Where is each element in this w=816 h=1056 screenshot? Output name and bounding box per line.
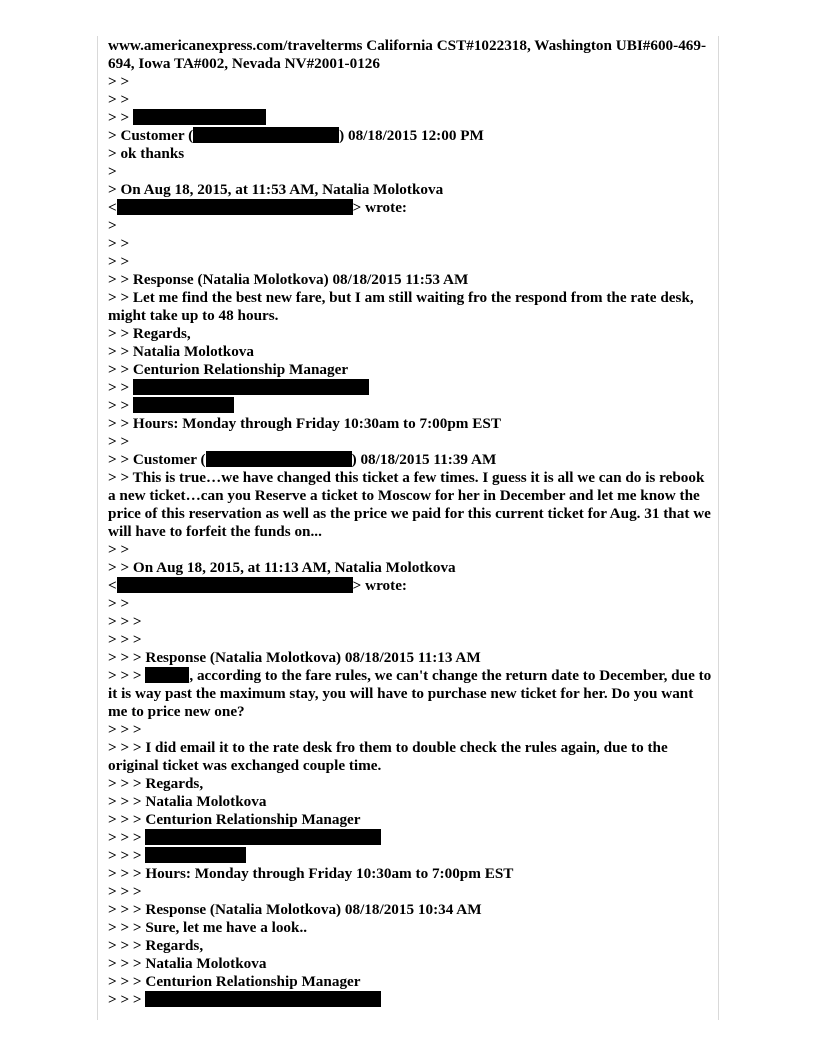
quote-marker: > > bbox=[108, 397, 133, 414]
message-line bbox=[108, 919, 714, 937]
redaction-block bbox=[193, 127, 339, 143]
signature-line bbox=[108, 775, 714, 793]
customer-label: > Customer ( bbox=[108, 127, 194, 144]
quote-marker: > > bbox=[108, 379, 133, 396]
redaction-block bbox=[145, 829, 381, 845]
customer-header-line bbox=[108, 127, 714, 145]
response-header-text: > > Response (Natalia Molotkova) 08/18/2015 11:53 AM bbox=[108, 271, 469, 288]
quote-line bbox=[108, 235, 714, 253]
signature-line bbox=[108, 811, 714, 829]
quote-marker: > > > bbox=[108, 667, 146, 684]
terms-text: www.americanexpress.com/travelterms California CST#1022318, Washington UBI#600-469-694, Iowa TA#002, Nevada NV#2001-0126 bbox=[108, 37, 707, 72]
signature-text: > > Centurion Relationship Manager bbox=[108, 361, 349, 378]
message-text: > > Let me find the best new fare, but I am still waiting fro the respond from the rate desk, might take up to 48 hours. bbox=[108, 289, 698, 324]
quote-marker: > > > bbox=[108, 631, 142, 648]
hours-line bbox=[108, 865, 714, 883]
quote-marker: > > bbox=[108, 109, 133, 126]
email-address-line bbox=[108, 577, 714, 595]
bracket-open: < bbox=[108, 199, 117, 216]
signature-line bbox=[108, 325, 714, 343]
quote-line bbox=[108, 883, 714, 901]
wrote-text: > wrote: bbox=[352, 577, 407, 594]
reply-header-line bbox=[108, 181, 714, 199]
signature-line bbox=[108, 361, 714, 379]
quote-marker: > > bbox=[108, 595, 130, 612]
message-line bbox=[108, 145, 714, 163]
quote-marker: > > > bbox=[108, 721, 142, 738]
reply-header-text: > On Aug 18, 2015, at 11:53 AM, Natalia Molotkova bbox=[108, 181, 444, 198]
customer-header-line bbox=[108, 451, 714, 469]
response-header-line bbox=[108, 901, 714, 919]
signature-text: > > > Natalia Molotkova bbox=[108, 955, 267, 972]
signature-line bbox=[108, 973, 714, 991]
signature-text: > > > Natalia Molotkova bbox=[108, 793, 267, 810]
quote-marker: > > > bbox=[108, 613, 142, 630]
quote-marker: > > > bbox=[108, 991, 146, 1008]
signature-line bbox=[108, 847, 714, 865]
signature-line bbox=[108, 955, 714, 973]
redaction-block bbox=[145, 991, 381, 1007]
quote-marker: > bbox=[108, 163, 117, 180]
customer-timestamp: ) 08/18/2015 11:39 AM bbox=[351, 451, 497, 468]
quote-marker: > bbox=[108, 217, 117, 234]
message-text: > > > I did email it to the rate desk fro them to double check the rules again, due to the original ticket was exchanged couple time. bbox=[108, 739, 672, 774]
quote-line bbox=[108, 253, 714, 271]
email-address-line bbox=[108, 199, 714, 217]
response-header-line bbox=[108, 271, 714, 289]
hours-text: > > Hours: Monday through Friday 10:30am to 7:00pm EST bbox=[108, 415, 501, 432]
customer-timestamp: ) 08/18/2015 12:00 PM bbox=[339, 127, 484, 144]
quote-line bbox=[108, 433, 714, 451]
signature-line bbox=[108, 829, 714, 847]
quote-line bbox=[108, 721, 714, 739]
quote-marker: > > > bbox=[108, 829, 146, 846]
signature-text: > > Natalia Molotkova bbox=[108, 343, 254, 360]
quote-marker: > > > bbox=[108, 883, 142, 900]
quote-marker: > > > bbox=[108, 847, 146, 864]
message-text: > > This is true…we have changed this ticket a few times. I guess it is all we can do is rebook a new ticket…can you Reserve a ticket to Moscow for her in December and let me know the price of this reservation as well as the price we paid for this current ticket for Aug. 31 that we will have to forfeit the funds on... bbox=[108, 469, 715, 540]
bracket-open: < bbox=[108, 577, 117, 594]
page-border-right bbox=[718, 36, 719, 1020]
message-line bbox=[108, 469, 714, 541]
header-terms-line bbox=[108, 37, 714, 73]
message-line bbox=[108, 739, 714, 775]
redaction-block bbox=[145, 847, 246, 863]
redaction-block bbox=[133, 397, 234, 413]
customer-label: > > Customer ( bbox=[108, 451, 206, 468]
quote-marker: > > bbox=[108, 73, 130, 90]
redaction-block bbox=[133, 379, 369, 395]
quote-marker: > > bbox=[108, 433, 130, 450]
quote-marker: > > bbox=[108, 235, 130, 252]
signature-line bbox=[108, 991, 714, 1009]
response-header-text: > > > Response (Natalia Molotkova) 08/18/2015 11:13 AM bbox=[108, 649, 481, 666]
quote-line bbox=[108, 595, 714, 613]
quote-line bbox=[108, 613, 714, 631]
response-header-text: > > > Response (Natalia Molotkova) 08/18/2015 10:34 AM bbox=[108, 901, 482, 918]
redaction-block bbox=[145, 667, 189, 683]
redaction-block bbox=[133, 109, 266, 125]
redaction-block bbox=[117, 577, 353, 593]
signature-line bbox=[108, 343, 714, 361]
quote-line bbox=[108, 91, 714, 109]
signature-text: > > > Regards, bbox=[108, 775, 204, 792]
redaction-block bbox=[117, 199, 353, 215]
signature-line bbox=[108, 793, 714, 811]
redaction-block bbox=[206, 451, 352, 467]
quote-marker: > > bbox=[108, 541, 130, 558]
signature-text: > > Regards, bbox=[108, 325, 191, 342]
message-line bbox=[108, 289, 714, 325]
reply-header-text: > > On Aug 18, 2015, at 11:13 AM, Natalia Molotkova bbox=[108, 559, 456, 576]
quote-line bbox=[108, 73, 714, 91]
message-text: , according to the fare rules, we can't change the return date to December, due to it is way past the maximum stay, you will have to purchase new ticket for her. Do you want me to price new one? bbox=[108, 667, 716, 720]
message-text: > ok thanks bbox=[108, 145, 185, 162]
message-line bbox=[108, 667, 714, 721]
signature-text: > > > Regards, bbox=[108, 937, 204, 954]
response-header-line bbox=[108, 649, 714, 667]
quote-line bbox=[108, 163, 714, 181]
email-thread bbox=[108, 37, 714, 1009]
message-text: > > > Sure, let me have a look.. bbox=[108, 919, 308, 936]
quote-line bbox=[108, 631, 714, 649]
signature-line bbox=[108, 379, 714, 397]
hours-text: > > > Hours: Monday through Friday 10:30am to 7:00pm EST bbox=[108, 865, 514, 882]
page-border-left bbox=[97, 36, 98, 1020]
signature-text: > > > Centurion Relationship Manager bbox=[108, 973, 361, 990]
signature-line bbox=[108, 397, 714, 415]
reply-header-line bbox=[108, 559, 714, 577]
quote-line bbox=[108, 109, 714, 127]
quote-line bbox=[108, 217, 714, 235]
signature-text: > > > Centurion Relationship Manager bbox=[108, 811, 361, 828]
hours-line bbox=[108, 415, 714, 433]
quote-marker: > > bbox=[108, 253, 130, 270]
quote-line bbox=[108, 541, 714, 559]
quote-marker: > > bbox=[108, 91, 130, 108]
signature-line bbox=[108, 937, 714, 955]
wrote-text: > wrote: bbox=[352, 199, 407, 216]
